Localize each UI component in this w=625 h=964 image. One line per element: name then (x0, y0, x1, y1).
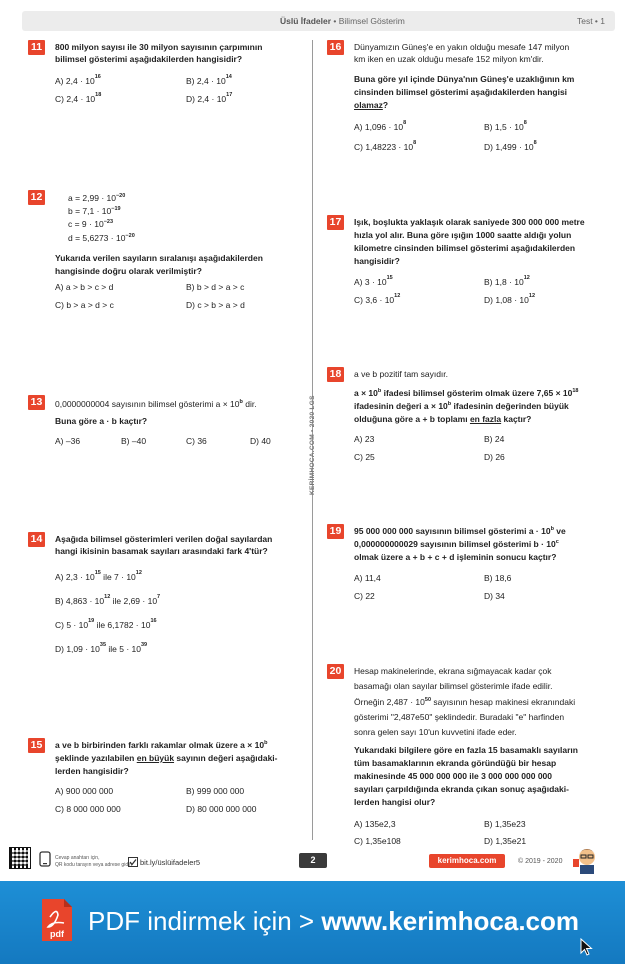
question-text: Işık, boşlukta yaklaşık olarak saniyede 300 000 000 metre (354, 217, 585, 227)
option-c[interactable]: C) $1,48223 \cdot 10^8$ (354, 140, 417, 152)
question-16 (327, 40, 617, 160)
answer-key-link[interactable]: bit.ly/üslüifadeler5 (140, 858, 201, 867)
expression-d: $d = 5,6273 \cdot 10^{-20}$ (68, 233, 135, 243)
question-text: Dünyamızın Güneş'e en yakın olduğu mesafe 147 milyon (354, 42, 570, 52)
option-d[interactable]: D) 1,35e21 (484, 836, 527, 846)
option-b[interactable]: B) $4,863 \cdot 10^{12}$ ile $2,69 \cdot 10^7$ (55, 594, 161, 606)
question-text: cinsinden bilimsel gösterimi aşağıdakilerden hangisi (354, 87, 568, 97)
question-text: km iken en uzak olduğu mesafe 152 milyon km'dir. (354, 54, 544, 64)
question-text: sonra gelen sayı 10'un kuvvetini ifade eder. (354, 727, 517, 737)
option-a[interactable]: A) –36 (55, 436, 81, 446)
checkbox-icon (128, 857, 138, 867)
option-b[interactable]: B) $1,5 \cdot 10^8$ (484, 120, 527, 132)
question-15 (28, 738, 308, 818)
question-text: Yukarıdaki bilgilere göre en fazla 15 basamaklı sayıların (354, 745, 578, 755)
option-c[interactable]: C) $5 \cdot 10^{19}$ ile $6,1782 \cdot 10^{16}$ (55, 618, 157, 630)
question-text: kilometre cinsinden bilimsel gösterimi aşağıdakilerden (354, 243, 576, 253)
question-text: sayıları çarpıldığında ekranda çıkan sonuç aşağıdaki- (354, 784, 569, 794)
option-c[interactable]: C) 1,35e108 (354, 836, 401, 846)
question-text: olduğuna göre a + b toplamı en fazla kaçtır? (354, 414, 532, 424)
question-text: bilimsel gösterimi aşağıdakilerden hangisidir? (55, 54, 243, 64)
option-a[interactable]: A) $3 \cdot 10^{15}$ (354, 275, 393, 287)
question-17 (327, 215, 617, 315)
option-b[interactable]: B) $2,4 \cdot 10^{14}$ (186, 74, 232, 86)
question-number: 20 (327, 664, 344, 679)
qr-code-pattern (12, 850, 28, 866)
option-d[interactable]: D) 34 (484, 591, 505, 601)
mascot-icon (572, 844, 602, 874)
question-number: 14 (28, 532, 45, 547)
question-text: lerden hangisidir? (55, 766, 129, 776)
option-b[interactable]: B) $1,8 \cdot 10^{12}$ (484, 275, 530, 287)
option-b[interactable]: B) 24 (484, 434, 505, 444)
question-text: gösterimi "2,487e50" şeklindedir. Buradaki "e" harfinden (354, 712, 565, 722)
svg-text:pdf: pdf (50, 929, 64, 939)
option-d[interactable]: D) 26 (484, 452, 505, 462)
question-text: hangi ikisinin basamak sayıları arasındaki fark 4'tür? (55, 546, 268, 556)
question-text: basamağı olan sayılar bilimsel gösterimle ifade edilir. (354, 681, 553, 691)
question-text: lerden hangisi olur? (354, 797, 436, 807)
question-text: ifadesinin değeri $a \times 10^b$ ifadesinin değerinden büyük (354, 401, 569, 411)
option-d[interactable]: D) $2,4 \cdot 10^{17}$ (186, 92, 233, 104)
option-d[interactable]: D) $1,499 \cdot 10^8$ (484, 140, 537, 152)
question-14 (28, 532, 308, 657)
expression-b: $b = 7,1 \cdot 10^{-19}$ (68, 206, 121, 216)
question-text: hangisidir? (354, 256, 400, 266)
question-number: 15 (28, 738, 45, 753)
phone-icon (38, 851, 52, 867)
option-a[interactable]: A) a > b > c > d (55, 282, 114, 292)
option-c[interactable]: C) $2,4 \cdot 10^{18}$ (55, 92, 102, 104)
question-text: Aşağıda bilimsel gösterimleri verilen doğal sayılardan (55, 534, 273, 544)
option-c[interactable]: C) 22 (354, 591, 375, 601)
question-13 (28, 395, 308, 455)
option-a[interactable]: A) $2,4 \cdot 10^{16}$ (55, 74, 101, 86)
question-number: 16 (327, 40, 344, 55)
question-11 (28, 40, 308, 120)
banner-text[interactable]: PDF indirmek için > www.kerimhoca.com (88, 906, 580, 936)
page-number: 2 (299, 853, 327, 868)
copyright: © 2019 - 2020 (518, 858, 563, 865)
option-d[interactable]: D) 40 (250, 436, 271, 446)
footer-note: QR kodu tarayın veya adrese gidin (55, 862, 132, 868)
option-d[interactable]: D) c > b > a > d (186, 300, 245, 310)
question-text: makinesinde 45 000 000 000 ile 3 000 000 000 000 (354, 771, 553, 781)
question-text: tüm basamaklarının ekranda göründüğü bir hesap (354, 758, 557, 768)
question-text: a ve b pozitif tam sayıdır. (354, 369, 449, 379)
option-c[interactable]: C) b > a > d > c (55, 300, 114, 310)
option-b[interactable]: B) 1,35e23 (484, 819, 526, 829)
question-text: olamaz? (354, 100, 389, 110)
option-a[interactable]: A) 23 (354, 434, 375, 444)
option-d[interactable]: D) $1,09 \cdot 10^{35}$ ile $5 \cdot 10^{39}$ (55, 642, 148, 654)
option-c[interactable]: C) $3,6 \cdot 10^{12}$ (354, 293, 401, 305)
question-text: 95 000 000 000 sayısının bilimsel gösterimi $a \cdot 10^b$ ve (354, 526, 566, 536)
question-text: şeklinde yazılabilen en büyük sayının değeri aşağıdaki- (55, 753, 278, 763)
question-text: Buna göre a · b kaçtır? (55, 416, 148, 426)
header-title: Üslü İfadeler • Bilimsel Gösterim (280, 16, 405, 26)
header-test-label: Test • 1 (576, 16, 605, 26)
option-a[interactable]: A) 11,4 (354, 573, 381, 583)
side-watermark: KERİMHOCA.COM • 2020 LGS (309, 395, 316, 495)
option-d[interactable]: D) 80 000 000 000 (186, 804, 257, 814)
question-18 (327, 367, 617, 467)
question-text: Buna göre yıl içinde Dünya'nın Güneş'e uzaklığının km (354, 74, 575, 84)
cursor-icon (580, 938, 594, 956)
question-text: Örneğin $2,487 \cdot 10^{50}$ sayısının hesap makinesi ekranındaki (354, 697, 576, 707)
option-a[interactable]: A) $2,3 \cdot 10^{15}$ ile $7 \cdot 10^{12}$ (55, 570, 142, 582)
question-text: a ve b birbirinden farklı rakamlar olmak üzere $a \times 10^b$ (55, 740, 268, 750)
option-c[interactable]: C) 25 (354, 452, 375, 462)
question-text: Hesap makinelerinde, ekrana sığmayacak kadar çok (354, 666, 552, 676)
question-number: 19 (327, 524, 344, 539)
question-number: 18 (327, 367, 344, 382)
option-b[interactable]: B) 999 000 000 (186, 786, 245, 796)
option-b[interactable]: B) b > d > a > c (186, 282, 245, 292)
expression-a: $a = 2,99 \cdot 10^{-20}$ (68, 193, 126, 203)
question-text: $a \times 10^b$ ifadesi bilimsel gösterim olmak üzere $7,65 \times 10^{18}$ (354, 388, 579, 398)
expression-c: $c = 9 \cdot 10^{-23}$ (68, 219, 114, 229)
question-text: hızla yol alır. Buna göre ışığın 1000 saatte aldığı yolun (354, 230, 572, 240)
option-c[interactable]: C) 36 (186, 436, 207, 446)
footer-note: Cevap anahtarı için, (55, 855, 100, 861)
question-number: 17 (327, 215, 344, 230)
question-19 (327, 524, 617, 609)
question-number: 12 (28, 190, 45, 205)
question-text: olmak üzere a + b + c + d işleminin sonucu kaçtır? (354, 552, 557, 562)
option-b[interactable]: B) 18,6 (484, 573, 512, 583)
option-c[interactable]: C) 8 000 000 000 (55, 804, 121, 814)
question-text: 800 milyon sayısı ile 30 milyon sayısının çarpımının (55, 42, 263, 52)
question-text: hangisinde doğru olarak verilmiştir? (55, 266, 202, 276)
option-a[interactable]: A) $1,096 \cdot 10^8$ (354, 120, 407, 132)
option-b[interactable]: B) –40 (121, 436, 147, 446)
question-text: 0,0000000004 sayısının bilimsel gösterimi $a \times 10^b$ dir. (55, 399, 257, 409)
page-header (22, 11, 615, 31)
option-d[interactable]: D) $1,08 \cdot 10^{12}$ (484, 293, 536, 305)
brand-badge[interactable]: kerimhoca.com (429, 854, 505, 868)
option-a[interactable]: A) 900 000 000 (55, 786, 114, 796)
pdf-file-icon (40, 897, 74, 943)
question-12 (28, 190, 308, 320)
question-text: 0,000000000029 sayısının bilimsel gösterimi $b \cdot 10^c$ (354, 539, 559, 549)
question-text: Yukarıda verilen sayıların sıralanışı aşağıdakilerden (55, 253, 263, 263)
question-20 (327, 664, 617, 849)
question-number: 13 (28, 395, 45, 410)
question-number: 11 (28, 40, 45, 55)
option-a[interactable]: A) 135e2,3 (354, 819, 396, 829)
